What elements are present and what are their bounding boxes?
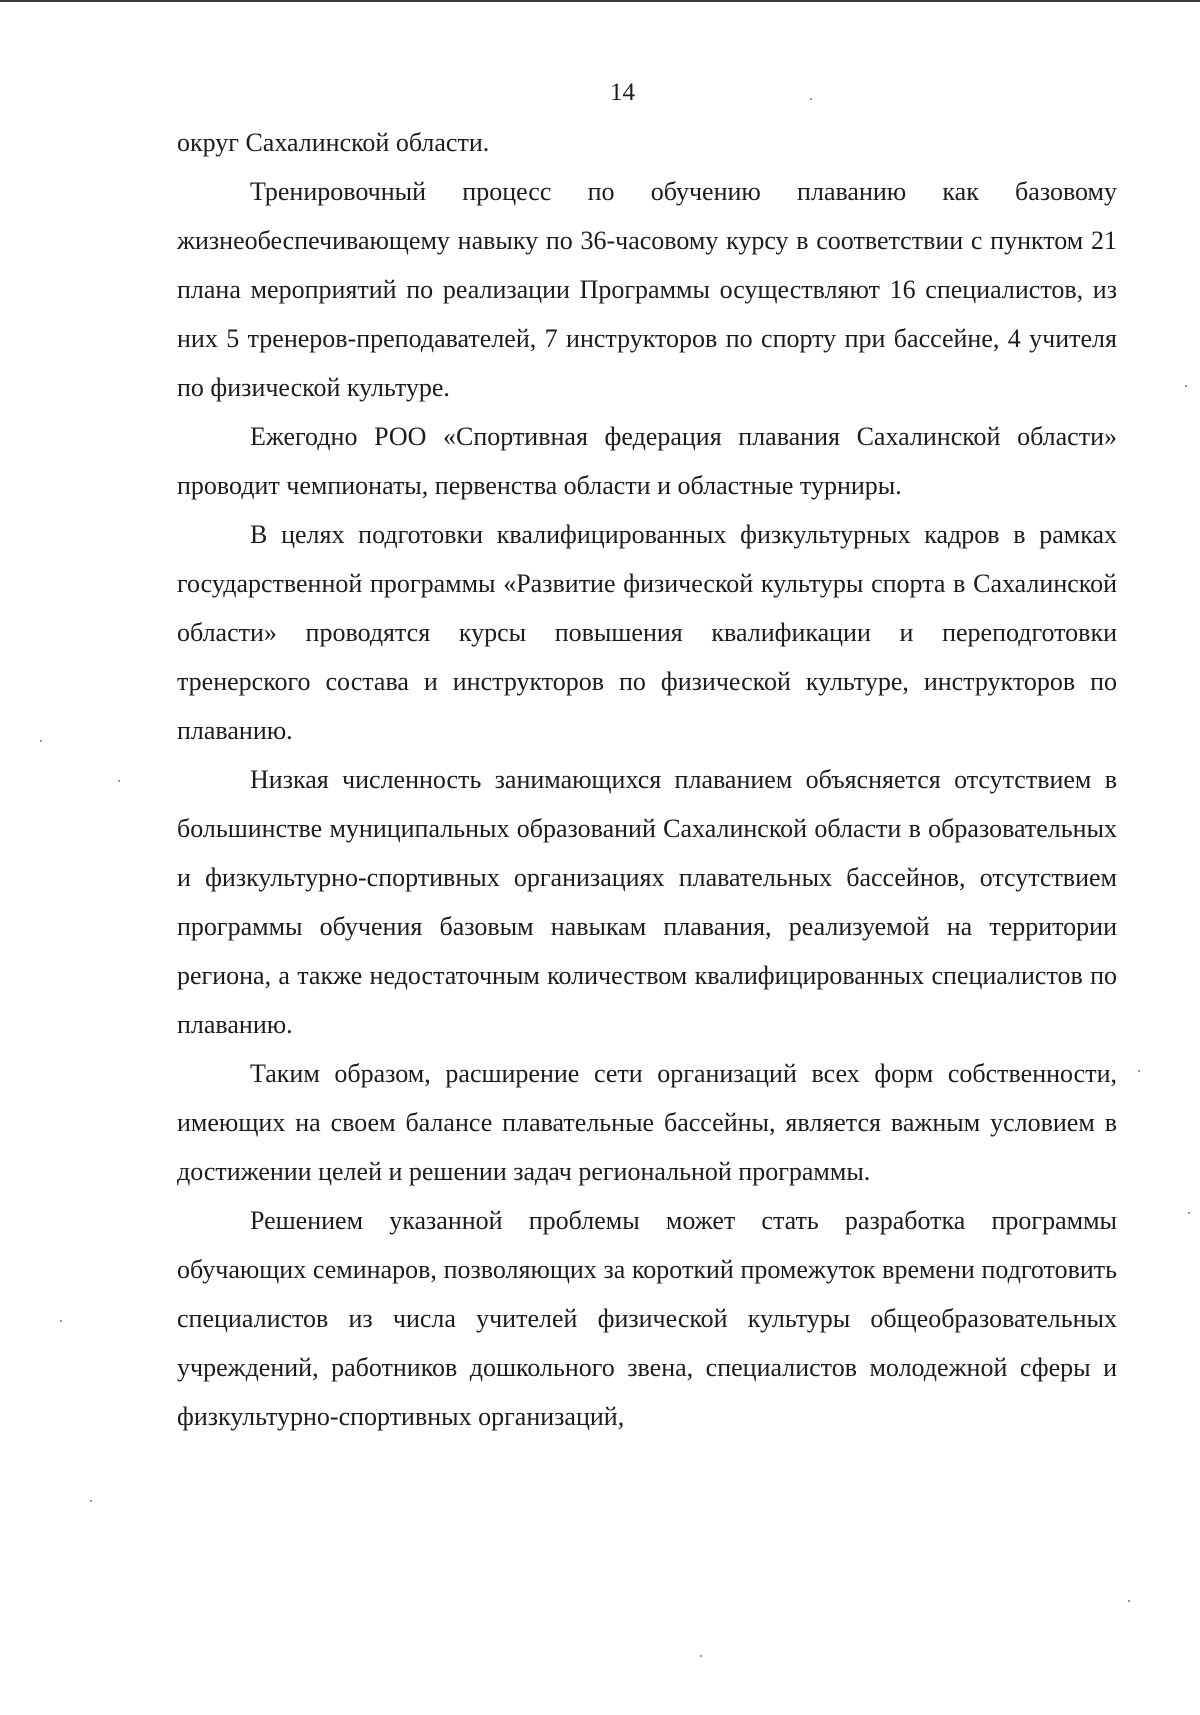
paragraph-5: Низкая численность занимающихся плаванием объясняется отсутствием в большинстве муниципальных образований Сахалинской области в образовательных и физкультурно-спортивных организациях плавательных бассейнов, отсутствием программы обучения базовым навыкам плавания, реализуемой на территории региона, а также недостаточным количеством квалифицированных специалистов по плаванию. <box>177 765 1117 1039</box>
scan-speck <box>1185 385 1187 387</box>
scan-speck <box>1138 1070 1140 1072</box>
paragraph-6: Таким образом, расширение сети организаций всех форм собственности, имеющих на своем балансе плавательные бассейны, является важным условием в достижении целей и решении задач региональной программы. <box>177 1059 1117 1186</box>
paragraph-3: Ежегодно РОО «Спортивная федерация плавания Сахалинской области» проводит чемпионаты, первенства области и областные турниры. <box>177 422 1117 500</box>
scan-speck <box>118 780 120 782</box>
paragraph-4: В целях подготовки квалифицированных физкультурных кадров в рамках государственной программы «Развитие физической культуры спорта в Сахалинской области» проводятся курсы повышения квалификации и переподготовки тренерского состава и инструкторов по физической культуре, инструкторов по плаванию. <box>177 520 1117 745</box>
paragraph-2: Тренировочный процесс по обучению плаванию как базовому жизнеобеспечивающему навыку по 36-часовому курсу в соответствии с пунктом 21 плана мероприятий по реализации Программы осуществляют 16 специалистов, из них 5 тренеров-преподавателей, 7 инструкторов по спорту при бассейне, 4 учителя по физической культуре. <box>177 177 1117 402</box>
paragraph-1: округ Сахалинской области. <box>177 128 490 157</box>
scan-speck <box>810 98 812 100</box>
scan-speck <box>60 1320 62 1322</box>
scan-speck <box>90 1500 92 1502</box>
scan-speck <box>700 1655 702 1657</box>
paragraph-7: Решением указанной проблемы может стать разработка программы обучающих семинаров, позволяющих за короткий промежуток времени подготовить специалистов из числа учителей физической культуры общеобразовательных учреждений, работников дошкольного звена, специалистов молодежной сферы и физкультурно-спортивных организаций, <box>177 1206 1117 1431</box>
page-top-edge <box>0 0 1200 2</box>
scan-speck <box>40 740 42 742</box>
body-text <box>177 118 1117 1441</box>
page-number: 14 <box>610 79 635 106</box>
scan-speck <box>1188 1212 1190 1214</box>
scan-speck <box>1128 1600 1130 1602</box>
